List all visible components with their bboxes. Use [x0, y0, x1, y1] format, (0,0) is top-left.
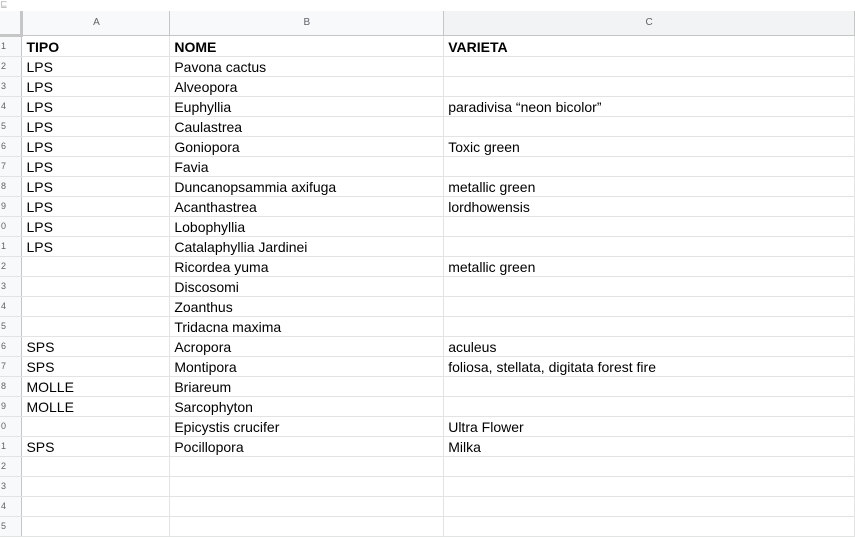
row-header[interactable]: 7 [0, 156, 22, 176]
row-header[interactable]: 9 [0, 396, 22, 416]
cell-c[interactable] [444, 76, 855, 96]
table-row [0, 76, 855, 96]
spreadsheet-grid [0, 11, 855, 537]
table-row [0, 376, 855, 396]
cell-a[interactable]: TIPO [22, 35, 170, 56]
cell-c[interactable] [444, 116, 855, 136]
table-row [0, 496, 855, 516]
top-strip [0, 0, 855, 11]
table-row [0, 156, 855, 176]
cell-a[interactable] [22, 256, 170, 276]
row-header[interactable]: 3 [0, 476, 22, 496]
cell-b[interactable]: Discosomi [170, 276, 444, 296]
row-header[interactable]: 0 [0, 216, 22, 236]
row-header[interactable]: 2 [0, 456, 22, 476]
row-header[interactable]: 6 [0, 136, 22, 156]
cell-c[interactable]: lordhowensis [444, 196, 855, 216]
cell-a[interactable] [22, 476, 170, 496]
table-row [0, 336, 855, 356]
cell-b[interactable] [170, 456, 444, 476]
table-row [0, 456, 855, 476]
cell-b[interactable]: Sarcophyton [170, 396, 444, 416]
cell-b[interactable]: Caulastrea [170, 116, 444, 136]
table-row [0, 356, 855, 376]
cell-c[interactable]: Toxic green [444, 136, 855, 156]
cell-a[interactable]: LPS [22, 216, 170, 236]
cell-c[interactable] [444, 216, 855, 236]
row-header[interactable]: 2 [0, 256, 22, 276]
cell-c[interactable] [444, 396, 855, 416]
cell-b[interactable]: Pavona cactus [170, 56, 444, 76]
cell-a[interactable] [22, 456, 170, 476]
cell-c[interactable]: metallic green [444, 256, 855, 276]
cell-b[interactable]: Acanthastrea [170, 196, 444, 216]
cell-c[interactable] [444, 516, 855, 536]
table-row [0, 176, 855, 196]
cell-b[interactable]: Pocillopora [170, 436, 444, 456]
cell-c[interactable] [444, 56, 855, 76]
table-row [0, 196, 855, 216]
cell-a[interactable]: LPS [22, 156, 170, 176]
cell-c[interactable]: Ultra Flower [444, 416, 855, 436]
cell-b[interactable]: NOME [170, 35, 444, 56]
cell-b[interactable]: Briareum [170, 376, 444, 396]
cell-c[interactable] [444, 376, 855, 396]
cell-a[interactable] [22, 496, 170, 516]
table-row [0, 436, 855, 456]
cell-b[interactable]: Montipora [170, 356, 444, 376]
cell-b[interactable]: Euphyllia [170, 96, 444, 116]
cell-a[interactable] [22, 516, 170, 536]
row-header[interactable]: 5 [0, 316, 22, 336]
grid-body [0, 35, 855, 536]
cell-a[interactable]: LPS [22, 56, 170, 76]
table-row [0, 216, 855, 236]
cell-b[interactable]: Favia [170, 156, 444, 176]
table-row [0, 136, 855, 156]
row-header[interactable]: 1 [0, 236, 22, 256]
top-strip-glyph: ⊑ [0, 0, 8, 9]
table-row [0, 96, 855, 116]
cell-a[interactable]: SPS [22, 356, 170, 376]
row-header[interactable]: 1 [0, 436, 22, 456]
cell-b[interactable]: Alveopora [170, 76, 444, 96]
select-all-corner[interactable] [0, 11, 22, 35]
cell-a[interactable]: LPS [22, 236, 170, 256]
cell-a[interactable]: MOLLE [22, 396, 170, 416]
cell-a[interactable]: LPS [22, 116, 170, 136]
table-row [0, 56, 855, 76]
row-header[interactable]: 4 [0, 96, 22, 116]
cell-b[interactable]: Zoanthus [170, 296, 444, 316]
cell-c[interactable] [444, 296, 855, 316]
row-header[interactable]: 4 [0, 496, 22, 516]
cell-c[interactable] [444, 316, 855, 336]
cell-b[interactable]: Lobophyllia [170, 216, 444, 236]
table-row [0, 476, 855, 496]
column-header-b[interactable]: B [170, 11, 444, 35]
cell-a[interactable]: LPS [22, 136, 170, 156]
column-header-a[interactable]: A [22, 11, 170, 35]
row-header[interactable]: 5 [0, 516, 22, 536]
column-header-c[interactable]: C [444, 11, 855, 35]
cell-c[interactable] [444, 156, 855, 176]
cell-c[interactable] [444, 476, 855, 496]
cell-a[interactable]: MOLLE [22, 376, 170, 396]
row-header[interactable]: 0 [0, 416, 22, 436]
cell-c[interactable] [444, 276, 855, 296]
table-row [0, 276, 855, 296]
table-row [0, 396, 855, 416]
cell-c[interactable]: foliosa, stellata, digitata forest fire [444, 356, 855, 376]
row-header[interactable]: 1 [0, 35, 22, 56]
table-row [0, 236, 855, 256]
row-header[interactable]: 4 [0, 296, 22, 316]
cell-c[interactable] [444, 236, 855, 256]
cell-a[interactable] [22, 276, 170, 296]
cell-a[interactable]: SPS [22, 436, 170, 456]
cell-b[interactable]: Goniopora [170, 136, 444, 156]
table-row [0, 516, 855, 536]
cell-a[interactable] [22, 296, 170, 316]
row-header[interactable]: 7 [0, 356, 22, 376]
row-header[interactable]: 2 [0, 56, 22, 76]
cell-a[interactable] [22, 316, 170, 336]
cell-c[interactable]: aculeus [444, 336, 855, 356]
cell-a[interactable] [22, 416, 170, 436]
table-row [0, 416, 855, 436]
cell-c[interactable]: VARIETA [444, 35, 855, 56]
table-row [0, 116, 855, 136]
cell-b[interactable] [170, 516, 444, 536]
cell-b[interactable]: Ricordea yuma [170, 256, 444, 276]
table-row [0, 316, 855, 336]
cell-a[interactable]: LPS [22, 76, 170, 96]
row-header[interactable]: 3 [0, 76, 22, 96]
cell-b[interactable] [170, 496, 444, 516]
cell-b[interactable] [170, 476, 444, 496]
row-header[interactable]: 5 [0, 116, 22, 136]
cell-b[interactable]: Catalaphyllia Jardinei [170, 236, 444, 256]
cell-a[interactable]: SPS [22, 336, 170, 356]
row-header[interactable]: 3 [0, 276, 22, 296]
row-header[interactable]: 6 [0, 336, 22, 356]
cell-c[interactable]: metallic green [444, 176, 855, 196]
row-header[interactable]: 8 [0, 176, 22, 196]
table-row [0, 256, 855, 276]
row-header[interactable]: 9 [0, 196, 22, 216]
cell-a[interactable]: LPS [22, 96, 170, 116]
cell-a[interactable]: LPS [22, 176, 170, 196]
row-header[interactable]: 8 [0, 376, 22, 396]
cell-a[interactable]: LPS [22, 196, 170, 216]
cell-b[interactable]: Duncanopsammia axifuga [170, 176, 444, 196]
cell-c[interactable]: Milka [444, 436, 855, 456]
table-row [0, 296, 855, 316]
cell-b[interactable]: Epicystis crucifer [170, 416, 444, 436]
cell-c[interactable] [444, 456, 855, 476]
cell-b[interactable]: Acropora [170, 336, 444, 356]
cell-c[interactable] [444, 496, 855, 516]
table-row [0, 35, 855, 56]
cell-c[interactable]: paradivisa “neon bicolor” [444, 96, 855, 116]
cell-b[interactable]: Tridacna maxima [170, 316, 444, 336]
